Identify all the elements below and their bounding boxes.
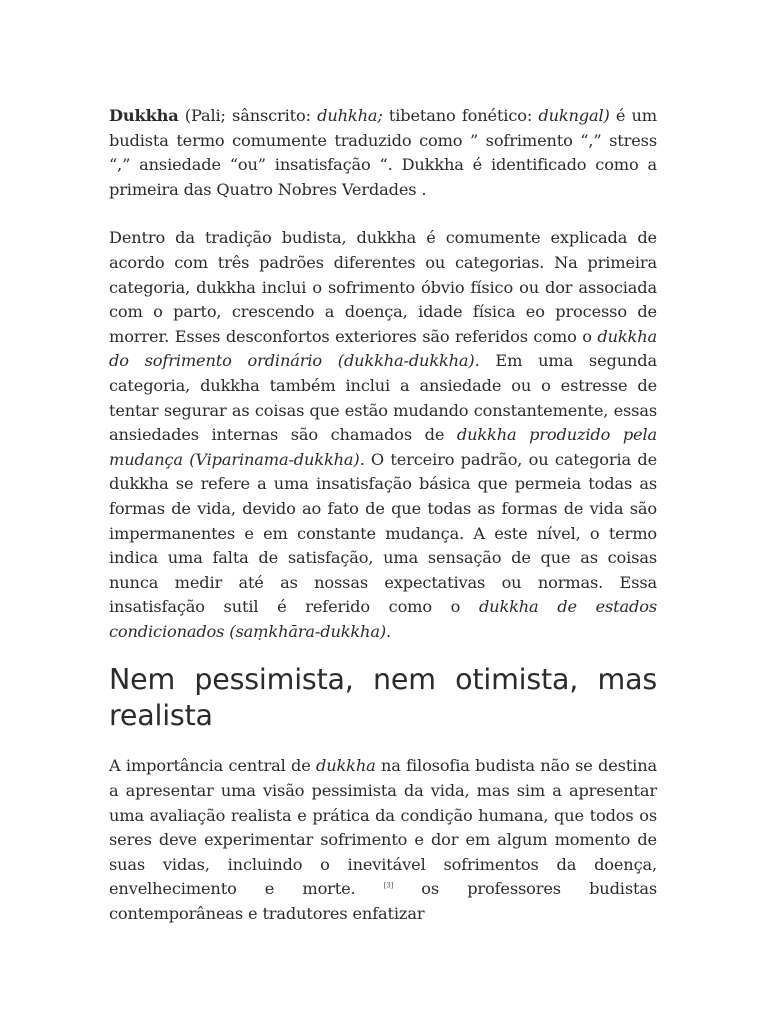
intro-text-1: (Pali; sânscrito: — [178, 106, 318, 125]
tradition-paragraph — [109, 226, 657, 644]
article-body — [109, 104, 657, 927]
importance-text-1: A importância central de — [109, 756, 317, 776]
dukkha-dukkha-term: dukkha do sofrimento ordinário (dukkha-dukkha) — [109, 326, 657, 371]
importance-text-2: na filosofia budista não se destina a apresentar uma visão pessimista da vida, mas sim a apresentar uma avaliação realista e prática da condição humana, que todos os seres deve experimentar sofrimento e dor em algum momento de suas vidas, incluindo o inevitável sofrimentos da doença, envelhecimento e morte. — [109, 756, 657, 899]
sanskrit-term: duhkha; — [317, 106, 383, 125]
samkhara-dukkha-term: dukkha de estados condicionados (saṃkhāra-dukkha) — [109, 597, 658, 641]
viparinama-dukkha-term: dukkha produzido pela mudança (Viparinama-dukkha) — [109, 425, 657, 469]
dukkha-term: dukkha — [316, 756, 376, 776]
importance-text-3: os professores budistas contemporâneas e tradutores enfatizar — [109, 879, 657, 924]
intro-text-3: é um budista termo comumente traduzido como ” sofrimento “,” stress “,” ansiedade “ou” insatisfação “. Dukkha é identificado como a primeira das Quatro Nobres Verdades . — [109, 106, 657, 199]
intro-text-2: tibetano fonético: — [382, 106, 539, 125]
importance-paragraph — [109, 754, 657, 926]
tradition-text-3: . O terceiro padrão, ou categoria de dukkha se refere a uma insatisfação básica que permeia todas as formas de vida, devido ao fato de que todas as formas de vida são impermanentes e em constante mudança. A este nível, o termo indica uma falta de satisfação, uma sensação de que as coisas nunca medir até as nossas expectativas ou normas. Essa insatisfação sutil é referido como o — [109, 449, 657, 617]
tradition-text-1: Dentro da tradição budista, dukkha é comumente explicada de acordo com três padrões diferentes ou categorias. Na primeira categoria, dukkha inclui o sofrimento óbvio físico ou dor associada com o parto, crescendo a doença, idade física eo processo de morrer. Esses desconfortos exteriores são referidos como o — [109, 228, 657, 346]
term-dukkha: Dukkha — [109, 106, 179, 125]
reference-link[interactable]: [3] — [383, 882, 394, 891]
tradition-text-4: . — [386, 621, 391, 641]
tibetan-term: dukngal) — [538, 106, 610, 125]
tradition-text-2: . Em uma segunda categoria, dukkha também inclui a ansiedade ou o estresse de tentar segurar as coisas que estão mudando constantemente, essas ansiedades internas são chamados de — [109, 351, 657, 445]
intro-paragraph — [109, 104, 657, 202]
section-heading: Nem pessimista, nem otimista, mas realista — [109, 663, 657, 733]
